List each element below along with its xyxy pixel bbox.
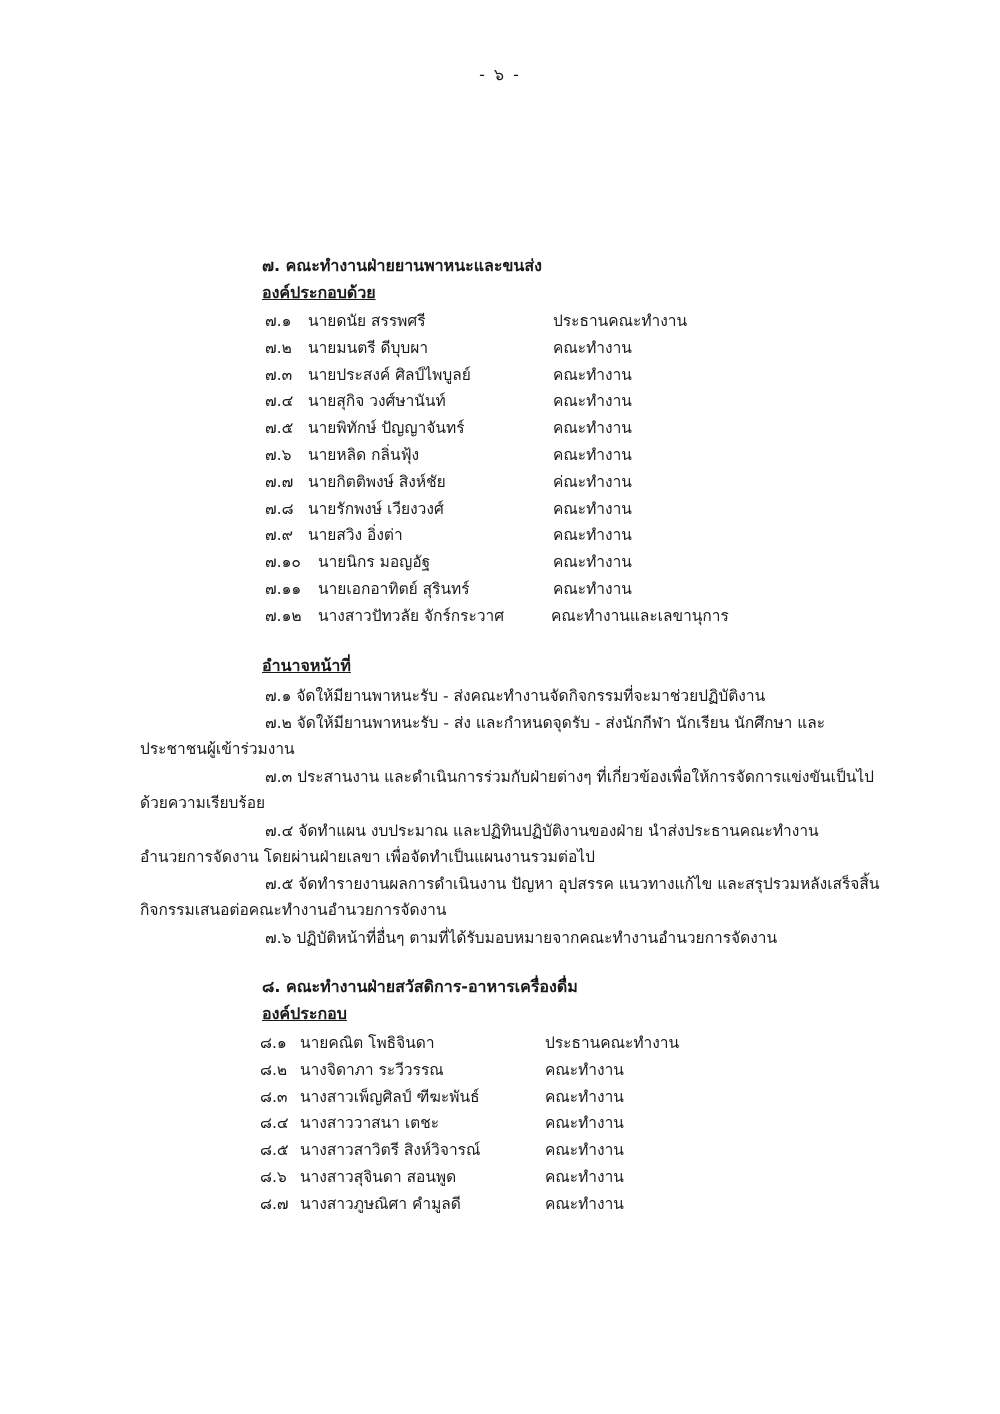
duty-line: กิจกรรมเสนอต่อคณะทำงานอำนวยการจัดงาน [140,901,447,919]
member-number: ๗.๓ [265,365,293,384]
member-role: คณะทำงาน [553,338,632,357]
member-row [0,1164,1000,1191]
member-name: นายพิทักษ์ ปัญญาจันทร์ [308,419,465,438]
member-number: ๗.๖ [265,445,292,464]
member-number: ๗.๒ [265,338,292,357]
member-name: นายประสงค์ ศิลป์ไพบูลย์ [308,365,471,384]
duty-line: ด้วยความเรียบร้อย [140,794,266,812]
member-row [0,415,1000,442]
member-row [0,1030,1000,1057]
member-number: ๘.๔ [260,1114,289,1133]
section-8-title: ๘. คณะทำงานฝ่ายสวัสดิการ-อาหารเครื่องดื่ม [262,977,578,996]
member-name: นางสาวปัทวลัย จักร์กระวาศ [318,606,505,625]
member-role: ประธานคณะทำงาน [545,1034,680,1052]
member-number: ๘.๕ [260,1141,289,1160]
member-row [0,442,1000,469]
member-name: นางสาววาสนา เตชะ [300,1114,440,1133]
member-role: คณะทำงาน [545,1167,624,1186]
member-row [0,308,1000,335]
member-name: นายกิตติพงษ์ สิงห์ชัย [308,472,446,491]
member-name: นายสุกิจ วงศ์ษานันท์ [308,392,446,411]
member-number: ๘.๖ [260,1167,287,1186]
member-row [0,576,1000,603]
duty-line: ๗.๖ ปฏิบัติหน้าที่อื่นๆ ตามที่ได้รับมอบหมายจากคณะทำงานอำนวยการจัดงาน [265,929,778,947]
member-name: นายคณิต โพธิจินดา [300,1034,435,1052]
member-row [0,335,1000,362]
member-role: คณะทำงาน [545,1114,624,1133]
member-row [0,522,1000,549]
duty-line: ๗.๔ จัดทำแผน งบประมาณ และปฏิทินปฏิบัติงานของฝ่าย นำส่งประธานคณะทำงาน [265,822,819,840]
duty-line: ๗.๒ จัดให้มียานพาหนะรับ - ส่ง และกำหนดจุดรับ - ส่งนักกีฬา นักเรียน นักศึกษา และ [265,714,826,732]
section-7-member-list [0,308,1000,630]
member-row [0,388,1000,415]
duty-line: ๗.๓ ประสานงาน และดำเนินการร่วมกับฝ่ายต่างๆ ที่เกี่ยวข้องเพื่อให้การจัดการแข่งขันเป็นไป [265,768,875,786]
member-name: นายดนัย สรรพศรี [308,312,426,330]
member-number: ๘.๒ [260,1060,288,1079]
member-number: ๗.๑๑ [265,579,302,598]
member-role: คณะทำงาน [545,1194,624,1213]
member-role: คณะทำงาน [553,419,632,438]
member-number: ๗.๕ [265,419,294,438]
member-name: นายรักพงษ์ เวียงวงศ์ [308,499,444,518]
member-role: คณะทำงาน [545,1060,624,1079]
member-number: ๗.๗ [265,472,294,491]
member-role: คณะทำงาน [553,499,632,518]
member-name: นายหลิด กลิ่นฟุ้ง [308,445,420,464]
member-role: คณะทำงาน [553,526,632,545]
section-8-member-list [0,1030,1000,1218]
member-name: นางสาวสาวิตรี สิงห์วิจารณ์ [300,1141,481,1160]
member-name: นางสาวเพ็ญศิลป์ ฑีฆะพันธ์ [300,1087,480,1106]
member-name: นางสาวสุจินดา สอนพูด [300,1167,457,1186]
member-number: ๘.๗ [260,1194,289,1213]
member-number: ๘.๓ [260,1087,288,1106]
member-number: ๗.๘ [265,499,294,518]
section-7-title: ๗. คณะทำงานฝ่ายยานพาหนะและขนส่ง [262,256,542,275]
page-number: - ๖ - [479,65,521,84]
member-role: ค่ณะทำงาน [553,472,632,491]
member-row [0,549,1000,576]
member-row [0,1110,1000,1137]
member-row [0,1191,1000,1218]
member-number: ๗.๙ [265,526,293,545]
member-row [0,469,1000,496]
member-role: คณะทำงาน [545,1141,624,1160]
member-row [0,362,1000,389]
member-row [0,1137,1000,1164]
member-number: ๗.๑ [265,312,292,330]
member-role: คณะทำงาน [553,553,632,572]
member-number: ๗.๑๒ [265,606,302,625]
member-name: นางจิดาภา ระวีวรรณ [300,1060,444,1079]
member-name: นายมนตรี ดีบุบผา [308,338,429,357]
duty-line: ๗.๕ จัดทำรายงานผลการดำเนินงาน ปัญหา อุปสรรค แนวทางแก้ไข และสรุปรวมหลังเสร็จสิ้น [265,875,880,893]
member-number: ๗.๑๐ [265,553,301,572]
section-8-composition-heading: องค์ประกอบ [262,1004,347,1023]
member-row [0,496,1000,523]
member-row [0,1084,1000,1111]
duty-line: ๗.๑ จัดให้มียานพาหนะรับ - ส่งคณะทำงานจัดกิจกรรมที่จะมาช่วยปฏิบัติงาน [265,687,766,705]
section-7-composition-heading: องค์ประกอบด้วย [262,283,376,302]
member-name: นายเอกอาทิตย์ สุรินทร์ [318,579,470,598]
member-role: คณะทำงานและเลขานุการ [551,606,729,625]
member-role: คณะทำงาน [545,1087,624,1106]
member-number: ๘.๑ [260,1034,287,1052]
member-name: นายสวิง อิ่งต่า [308,526,403,545]
section-7-duties-heading: อำนาจหน้าที่ [262,656,351,675]
member-name: นายนิกร มอญอัฐ [318,553,431,572]
member-row [0,1057,1000,1084]
member-number: ๗.๔ [265,392,294,411]
member-role: คณะทำงาน [553,365,632,384]
member-row [0,603,1000,630]
member-role: ประธานคณะทำงาน [553,312,688,330]
member-role: คณะทำงาน [553,445,632,464]
member-name: นางสาวภูษณิศา คำมูลดี [300,1194,461,1213]
member-role: คณะทำงาน [553,392,632,411]
member-role: คณะทำงาน [553,579,632,598]
duty-line: ประชาชนผู้เข้าร่วมงาน [140,740,295,758]
duty-line: อำนวยการจัดงาน โดยผ่านฝ่ายเลขา เพื่อจัดทำเป็นแผนงานรวมต่อไป [140,848,595,866]
